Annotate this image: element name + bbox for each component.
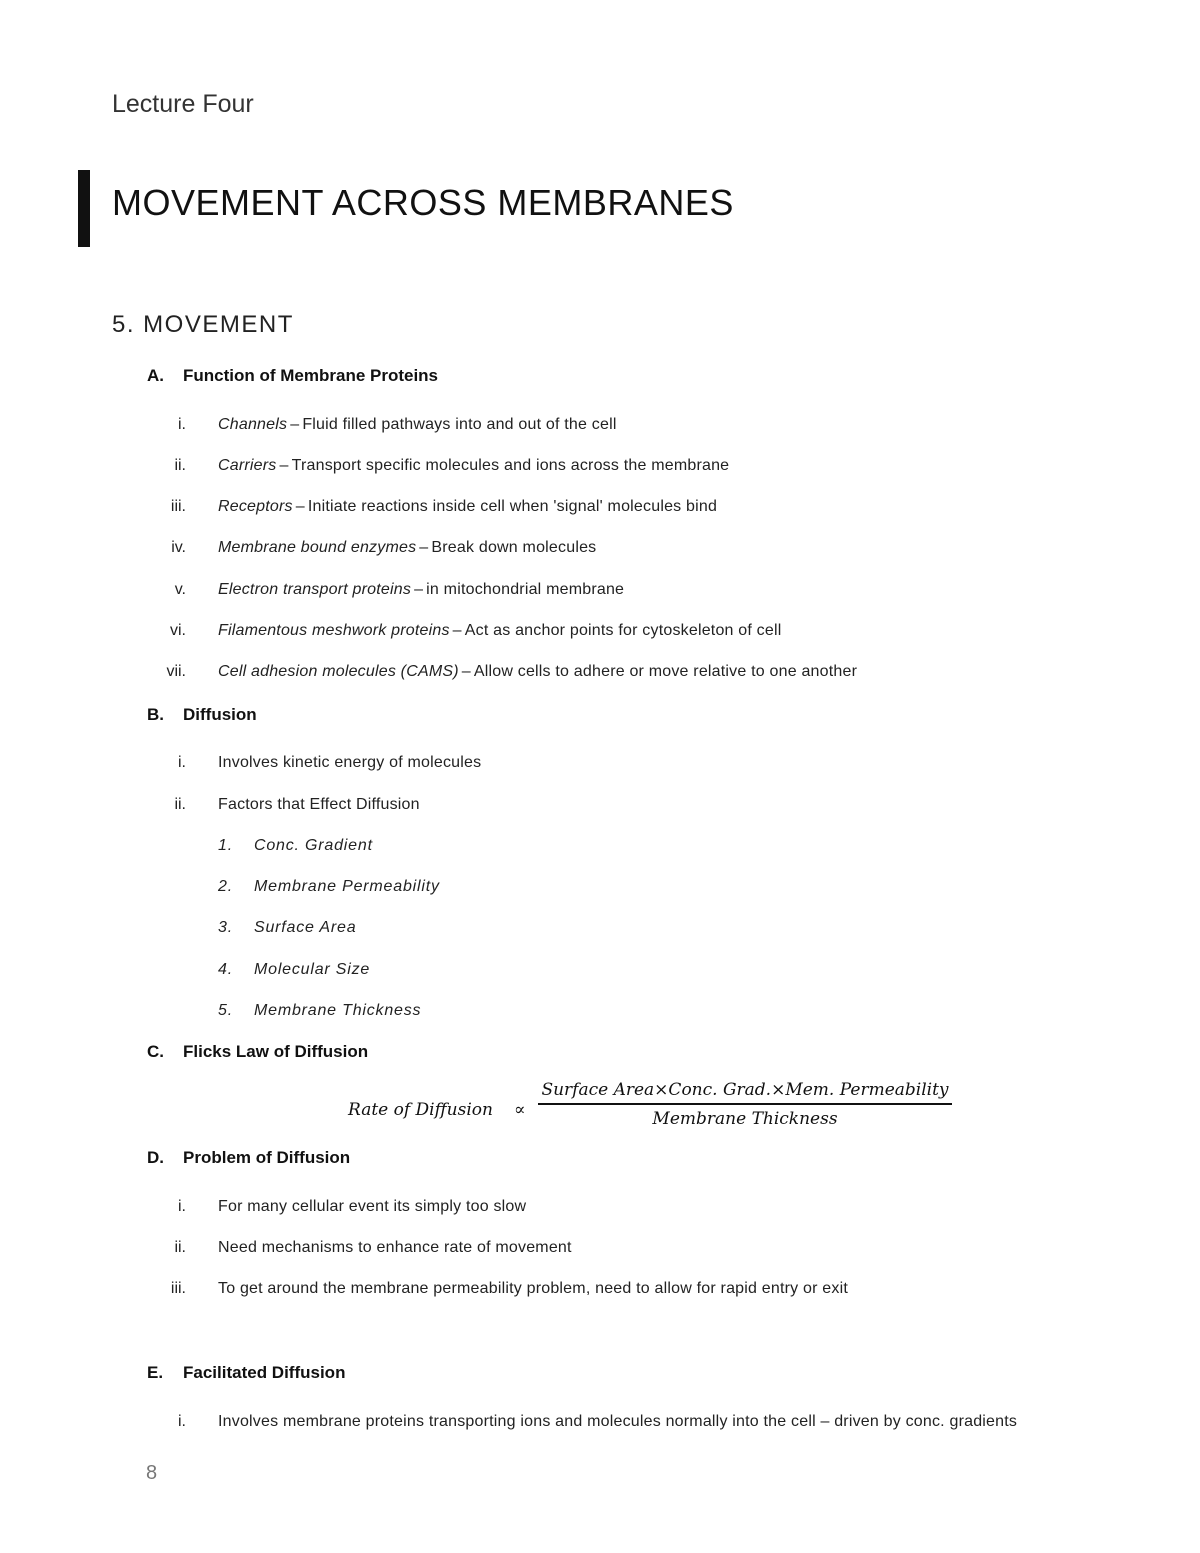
subheading-text: Flicks Law of Diffusion [183,1042,369,1061]
item-term: Channels [218,416,288,433]
item-desc: Act as anchor points for cytoskeleton of cell [464,622,782,639]
item-term: Electron transport proteins [218,581,412,598]
list-item: Need mechanisms to enhance rate of movement [218,1239,572,1256]
item-number: iii. [170,1280,186,1297]
factor-text: Molecular Size [254,961,371,978]
factor-item [218,878,440,896]
list-item [218,457,729,475]
list-item [218,581,624,599]
item-dash: – [461,663,471,680]
factor-item [218,961,370,979]
subheading-letter: B. [147,705,164,724]
formula-fraction [538,1080,952,1129]
subheading-a [147,366,438,386]
item-dash: – [290,416,300,433]
factor-number: 4. [218,961,233,978]
factor-text: Conc. Gradient [254,837,373,854]
item-number: iv. [171,539,186,556]
factor-text: Surface Area [254,919,357,936]
item-desc: Allow cells to adhere or move relative to one another [473,663,858,680]
subheading-d [147,1148,350,1168]
item-number: vii. [166,663,186,680]
item-number: ii. [174,796,186,813]
list-item: Involves kinetic energy of molecules [218,754,482,771]
list-item [218,498,717,516]
factor-text: Membrane Permeability [254,878,440,895]
item-dash: – [414,581,424,598]
item-dash: – [295,498,305,515]
factor-number: 5. [218,1002,233,1019]
item-desc: Initiate reactions inside cell when 'signal' molecules bind [307,498,718,515]
subheading-letter: C. [147,1042,164,1061]
factor-number: 3. [218,919,233,936]
formula-numerator: Surface Area×Conc. Grad.×Mem. Permeability [538,1080,952,1105]
item-number: i. [178,416,186,433]
item-term: Membrane bound enzymes [218,539,417,556]
list-item [218,539,596,557]
factor-item [218,919,356,937]
subheading-letter: A. [147,366,164,385]
item-desc: Fluid filled pathways into and out of the cell [302,416,617,433]
subheading-text: Facilitated Diffusion [183,1363,346,1382]
page-number: 8 [146,1462,158,1484]
factor-text: Membrane Thickness [254,1002,422,1019]
item-number: iii. [170,498,186,515]
lecture-label: Lecture Four [112,90,254,118]
subheading-letter: E. [147,1363,164,1382]
item-desc: in mitochondrial membrane [426,581,625,598]
formula-denominator: Membrane Thickness [652,1109,838,1129]
item-dash: – [452,622,462,639]
list-item [218,622,782,640]
subheading-text: Function of Membrane Proteins [183,366,439,385]
page-title: MOVEMENT ACROSS MEMBRANES [112,182,734,223]
item-number: i. [178,1413,186,1430]
list-item [218,663,857,681]
title-accent-bar [78,170,90,247]
item-dash: – [279,457,289,474]
list-item: To get around the membrane permeability problem, need to allow for rapid entry or exit [218,1280,848,1297]
subheading-letter: D. [147,1148,164,1167]
item-dash: – [419,539,429,556]
item-term: Receptors [218,498,293,515]
item-term: Filamentous meshwork proteins [218,622,450,639]
subheading-b [147,705,257,725]
section-heading: 5. MOVEMENT [112,311,294,338]
item-number: ii. [174,457,186,474]
factor-item [218,837,373,855]
formula-lhs: Rate of Diffusion [348,1100,493,1120]
item-term: Carriers [218,457,277,474]
subheading-text: Diffusion [183,705,257,724]
factor-item [218,1002,421,1020]
item-number: i. [178,1198,186,1215]
list-item: Factors that Effect Diffusion [218,796,420,813]
subheading-text: Problem of Diffusion [183,1148,351,1167]
item-number: i. [178,754,186,771]
factor-number: 2. [218,878,233,895]
item-number: ii. [174,1239,186,1256]
item-number: v. [174,581,186,598]
subheading-e [147,1363,345,1383]
list-item: Involves membrane proteins transporting ions and molecules normally into the cell – driven by conc. gradients [218,1413,1018,1430]
item-desc: Break down molecules [431,539,597,556]
proportional-symbol: ∝ [514,1100,526,1120]
item-term: Cell adhesion molecules (CAMS) [218,663,459,680]
item-desc: Transport specific molecules and ions across the membrane [291,457,730,474]
item-number: vi. [170,622,186,639]
list-item: For many cellular event its simply too slow [218,1198,527,1215]
factor-number: 1. [218,837,233,854]
subheading-c [147,1042,368,1062]
list-item [218,416,617,434]
